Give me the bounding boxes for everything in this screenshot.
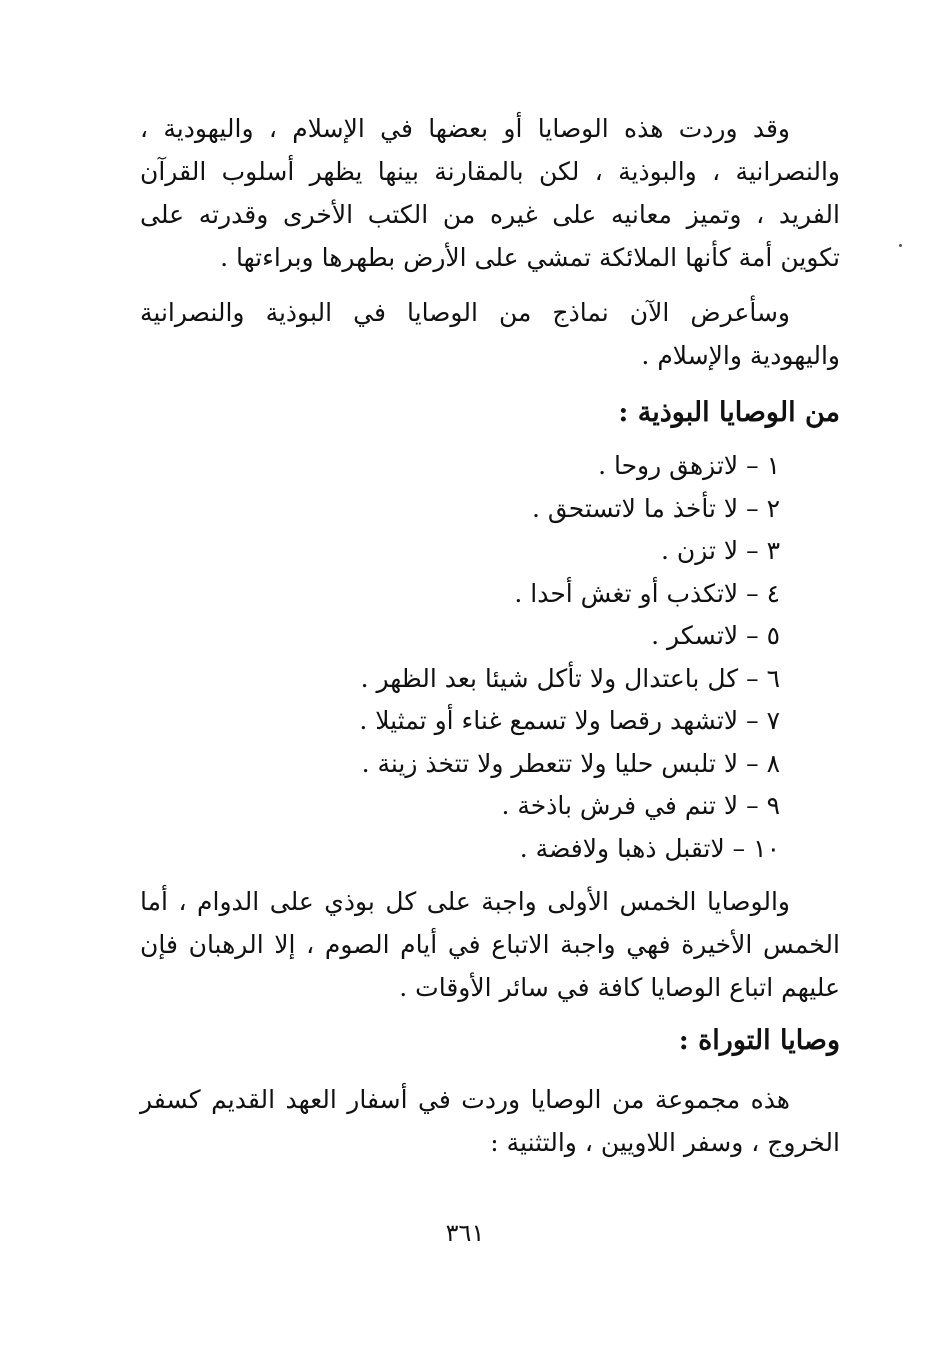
list-item: ١ – لاتزهق روحا .	[598, 451, 780, 480]
intro-paragraph: وقد وردت هذه الوصايا أو بعضها في الإسلام ، واليهودية ، والنصرانية ، والبوذية ، لكن بالمقارنة بينها يظهر أسلوب القرآن الفريد ، وتميز معانيه على غيره من الكتب الأخرى وقدرته على تكوين أمة كأنها الملائكة تمشي على الأرض بطهرها وبراءتها .	[140, 114, 840, 272]
list-item: ١٠ – لاتقبل ذهبا ولافضة .	[519, 833, 780, 863]
list-item: ٣ – لا تزن .	[660, 536, 780, 565]
scan-speck	[899, 244, 902, 247]
buddhist-commandments-list	[140, 445, 780, 870]
presentation-paragraph: وسأعرض الآن نماذج من الوصايا في البوذية والنصرانية واليهودية والإسلام .	[140, 298, 840, 370]
list-item: ٨ – لا تلبس حليا ولا تتعطر ولا تتخذ زينة .	[361, 748, 780, 778]
buddhist-commandments-heading: من الوصايا البوذية :	[618, 397, 840, 428]
torah-commandments-heading: وصايا التوراة :	[678, 1025, 840, 1056]
list-item: ٥ – لاتسكر .	[651, 621, 780, 650]
buddhist-note-paragraph: والوصايا الخمس الأولى واجبة على كل بوذي على الدوام ، أما الخمس الأخيرة فهي واجبة الاتباع في أيام الصوم ، إلا الرهبان فإن عليهم اتباع الوصايا كافة في سائر الأوقات .	[140, 887, 840, 1002]
list-item: ٤ – لاتكذب أو تغش أحدا .	[514, 578, 780, 608]
list-item: ٦ – كل باعتدال ولا تأكل شيئا بعد الظهر .	[360, 663, 780, 693]
torah-intro-paragraph: هذه مجموعة من الوصايا وردت في أسفار العهد القديم كسفر الخروج ، وسفر اللاويين ، والتثنية :	[140, 1085, 840, 1157]
list-item: ٧ – لاتشهد رقصا ولا تسمع غناء أو تمثيلا .	[359, 706, 780, 735]
list-item: ٢ – لا تأخذ ما لاتستحق .	[531, 493, 780, 523]
list-item: ٩ – لا تنم في فرش باذخة .	[501, 791, 780, 820]
page-number: ٣٦١	[445, 1219, 485, 1247]
